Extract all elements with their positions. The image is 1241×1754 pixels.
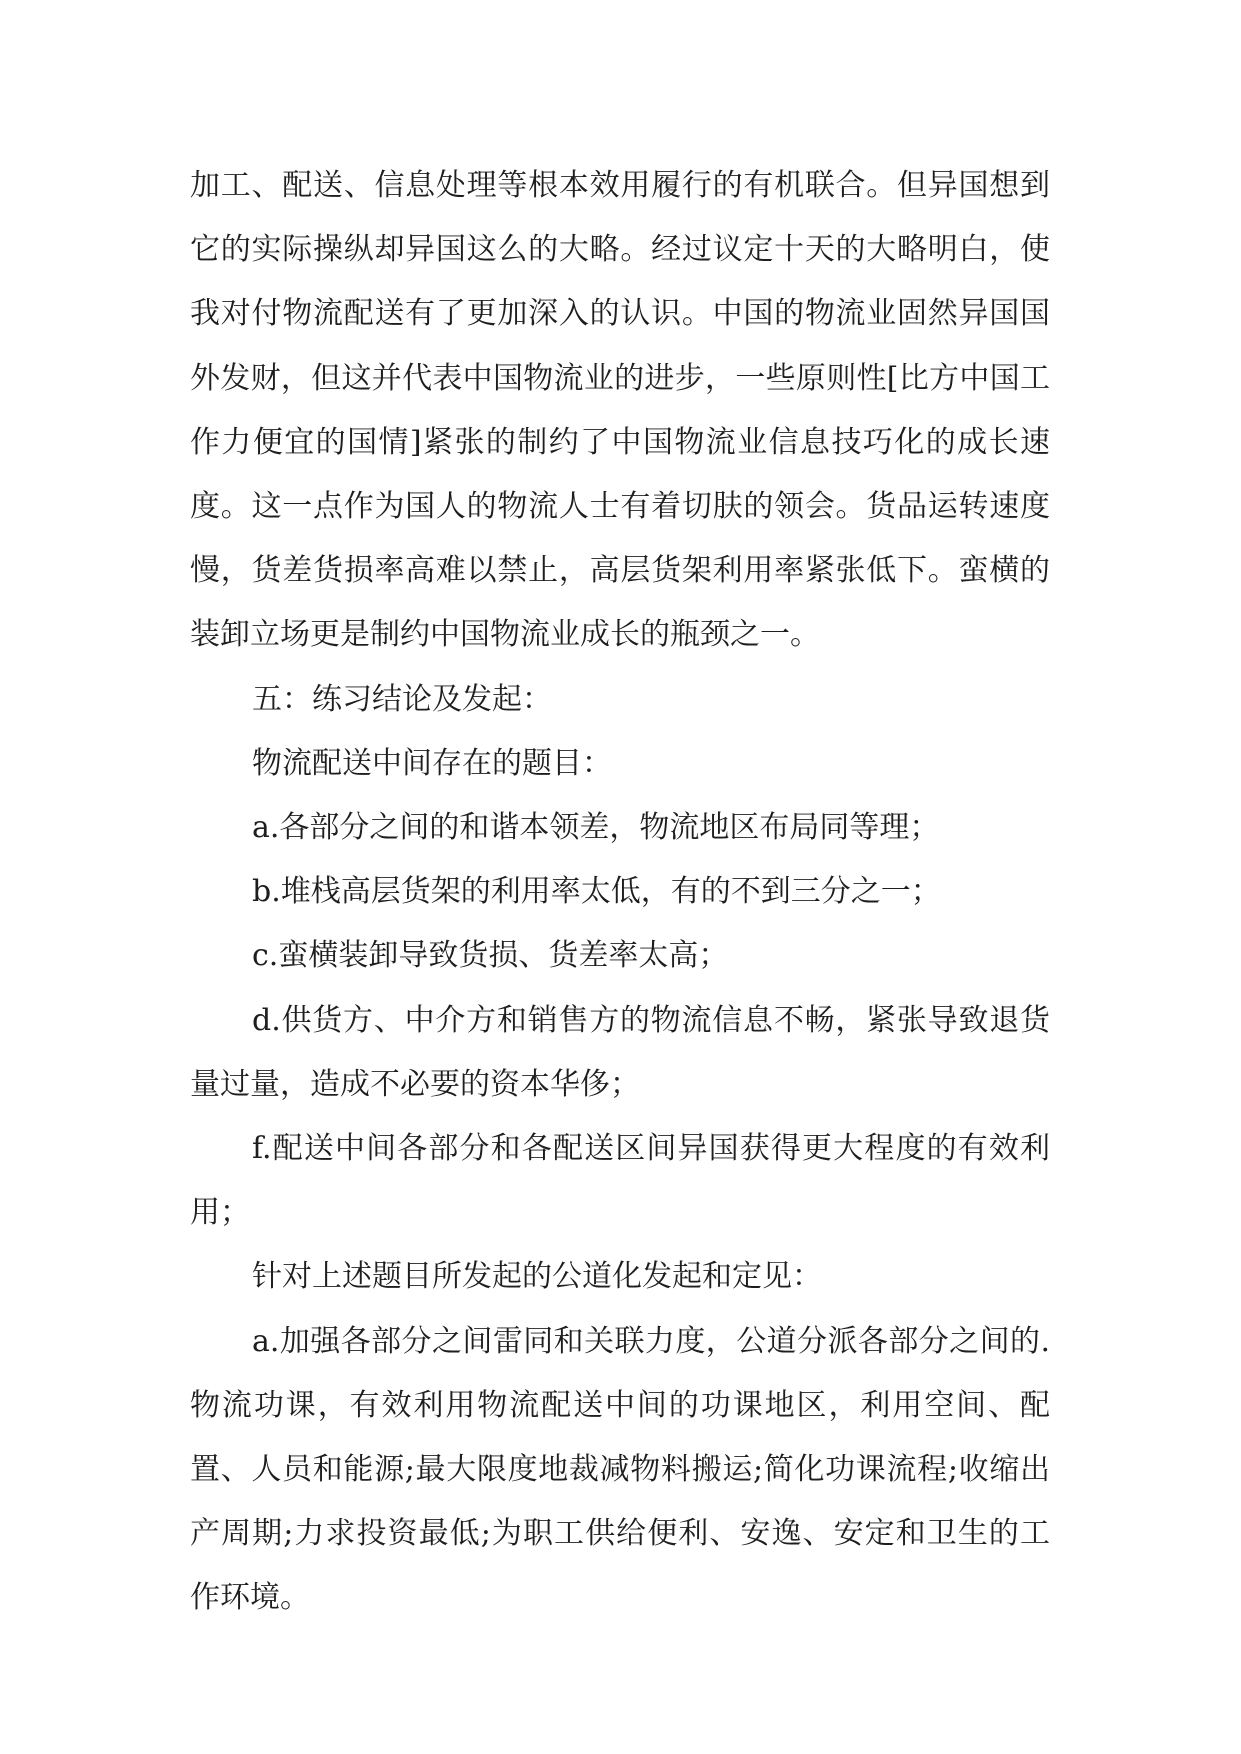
problem-item-d: d.供货方、中介方和销售方的物流信息不畅，紧张导致退货量过量，造成不必要的资本华侈； (190, 1002, 1050, 1102)
problem-item-f: f.配送中间各部分和各配送区间异国获得更大程度的有效利用； (190, 1131, 1050, 1231)
problem-item-a: a.各部分之间的和谐本领差，物流地区布局同等理； (252, 810, 940, 846)
document-body (190, 154, 1050, 1631)
problem-item-c: c.蛮横装卸导致货损、货差率太高； (252, 938, 729, 974)
suggestion-item-a: a.加强各部分之间雷同和关联力度，公道分派各部分之间的.物流功课，有效利用物流配送中间的功课地区，利用空间、配置、人员和能源;最大限度地裁减物料搬运;简化功课流程;收缩出产周期;力求投资最低;为职工供给便利、安逸、安定和卫生的工作环境。 (190, 1323, 1050, 1616)
section-heading-conclusions: 五：练习结论及发起： (252, 681, 552, 717)
paragraph-continuation: 加工、配送、信息处理等根本效用履行的有机联合。但异国想到它的实际操纵却异国这么的大略。经过议定十天的大略明白，使我对付物流配送有了更加深入的认识。中国的物流业固然异国国外发财，但这并代表中国物流业的进步，一些原则性[比方中国工作力便宜的国情]紧张的制约了中国物流业信息技巧化的成长速度。这一点作为国人的物流人士有着切肤的领会。货品运转速度慢，货差货损率高难以禁止，高层货架利用率紧张低下。蛮横的装卸立场更是制约中国物流业成长的瓶颈之一。 (190, 168, 1050, 653)
problem-item-b: b.堆栈高层货架的利用率太低，有的不到三分之一； (252, 874, 941, 910)
problems-heading: 物流配送中间存在的题目： (252, 745, 612, 781)
suggestions-heading: 针对上述题目所发起的公道化发起和定见： (252, 1259, 822, 1295)
